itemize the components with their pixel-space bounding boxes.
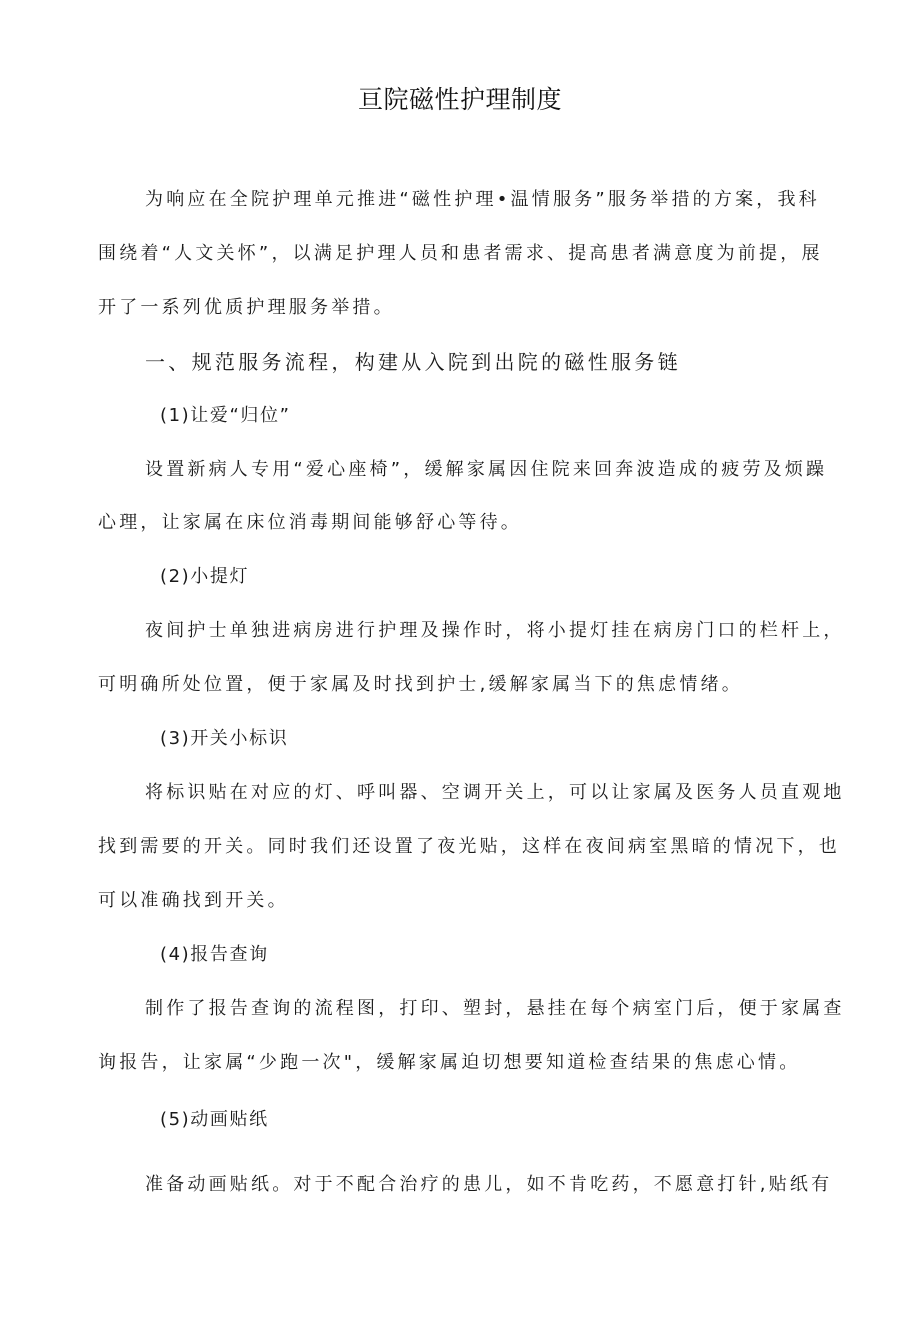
item-1-label: (1)让爱“归位” bbox=[160, 405, 291, 426]
section-heading: 一、规范服务流程，构建从入院到出院的磁性服务链 bbox=[145, 350, 681, 374]
item-2-label: (2)小提灯 bbox=[160, 566, 250, 587]
item-5-label: (5)动画贴纸 bbox=[160, 1109, 269, 1130]
item-5-line-1: 准备动画贴纸。对于不配合治疗的患儿，如不肯吃药，不愿意打针,贴纸有 bbox=[145, 1174, 833, 1195]
document-title: 亘院磁性护理制度 bbox=[357, 85, 562, 114]
item-4-label: (4)报告查询 bbox=[160, 944, 269, 965]
item-3-line-1: 将标识贴在对应的灯、呼叫器、空调开关上，可以让家属及医务人员直观地 bbox=[145, 782, 845, 803]
intro-line-3: 开了一系列优质护理服务举措。 bbox=[98, 297, 395, 318]
item-1-line-1: 设置新病人专用“爱心座椅”，缓解家属因住院来回奔波造成的疲劳及烦躁 bbox=[145, 459, 828, 480]
item-3-line-2: 找到需要的开关。同时我们还设置了夜光贴，这样在夜间病室黑暗的情况下，也 bbox=[98, 836, 840, 857]
item-4-line-2: 询报告，让家属“少跑一次"，缓解家属迫切想要知道检查结果的焦虑心情。 bbox=[98, 1052, 801, 1073]
item-4-line-1: 制作了报告查询的流程图，打印、塑封，悬挂在每个病室门后，便于家属查 bbox=[145, 998, 845, 1019]
item-3-label: (3)开关小标识 bbox=[160, 728, 289, 749]
item-1-line-2: 心理，让家属在床位消毒期间能够舒心等待。 bbox=[98, 512, 522, 533]
item-2-line-1: 夜间护士单独进病房进行护理及操作时，将小提灯挂在病房门口的栏杆上， bbox=[145, 620, 845, 641]
item-2-line-2: 可明确所处位置，便于家属及时找到护士,缓解家属当下的焦虑情绪。 bbox=[98, 674, 743, 695]
intro-line-1: 为响应在全院护理单元推进“磁性护理•温情服务”服务举措的方案，我科 bbox=[145, 189, 820, 210]
item-3-line-3: 可以准确找到开关。 bbox=[98, 890, 289, 911]
intro-line-2: 围绕着“人文关怀”，以满足护理人员和患者需求、提高患者满意度为前提，展 bbox=[98, 243, 823, 264]
